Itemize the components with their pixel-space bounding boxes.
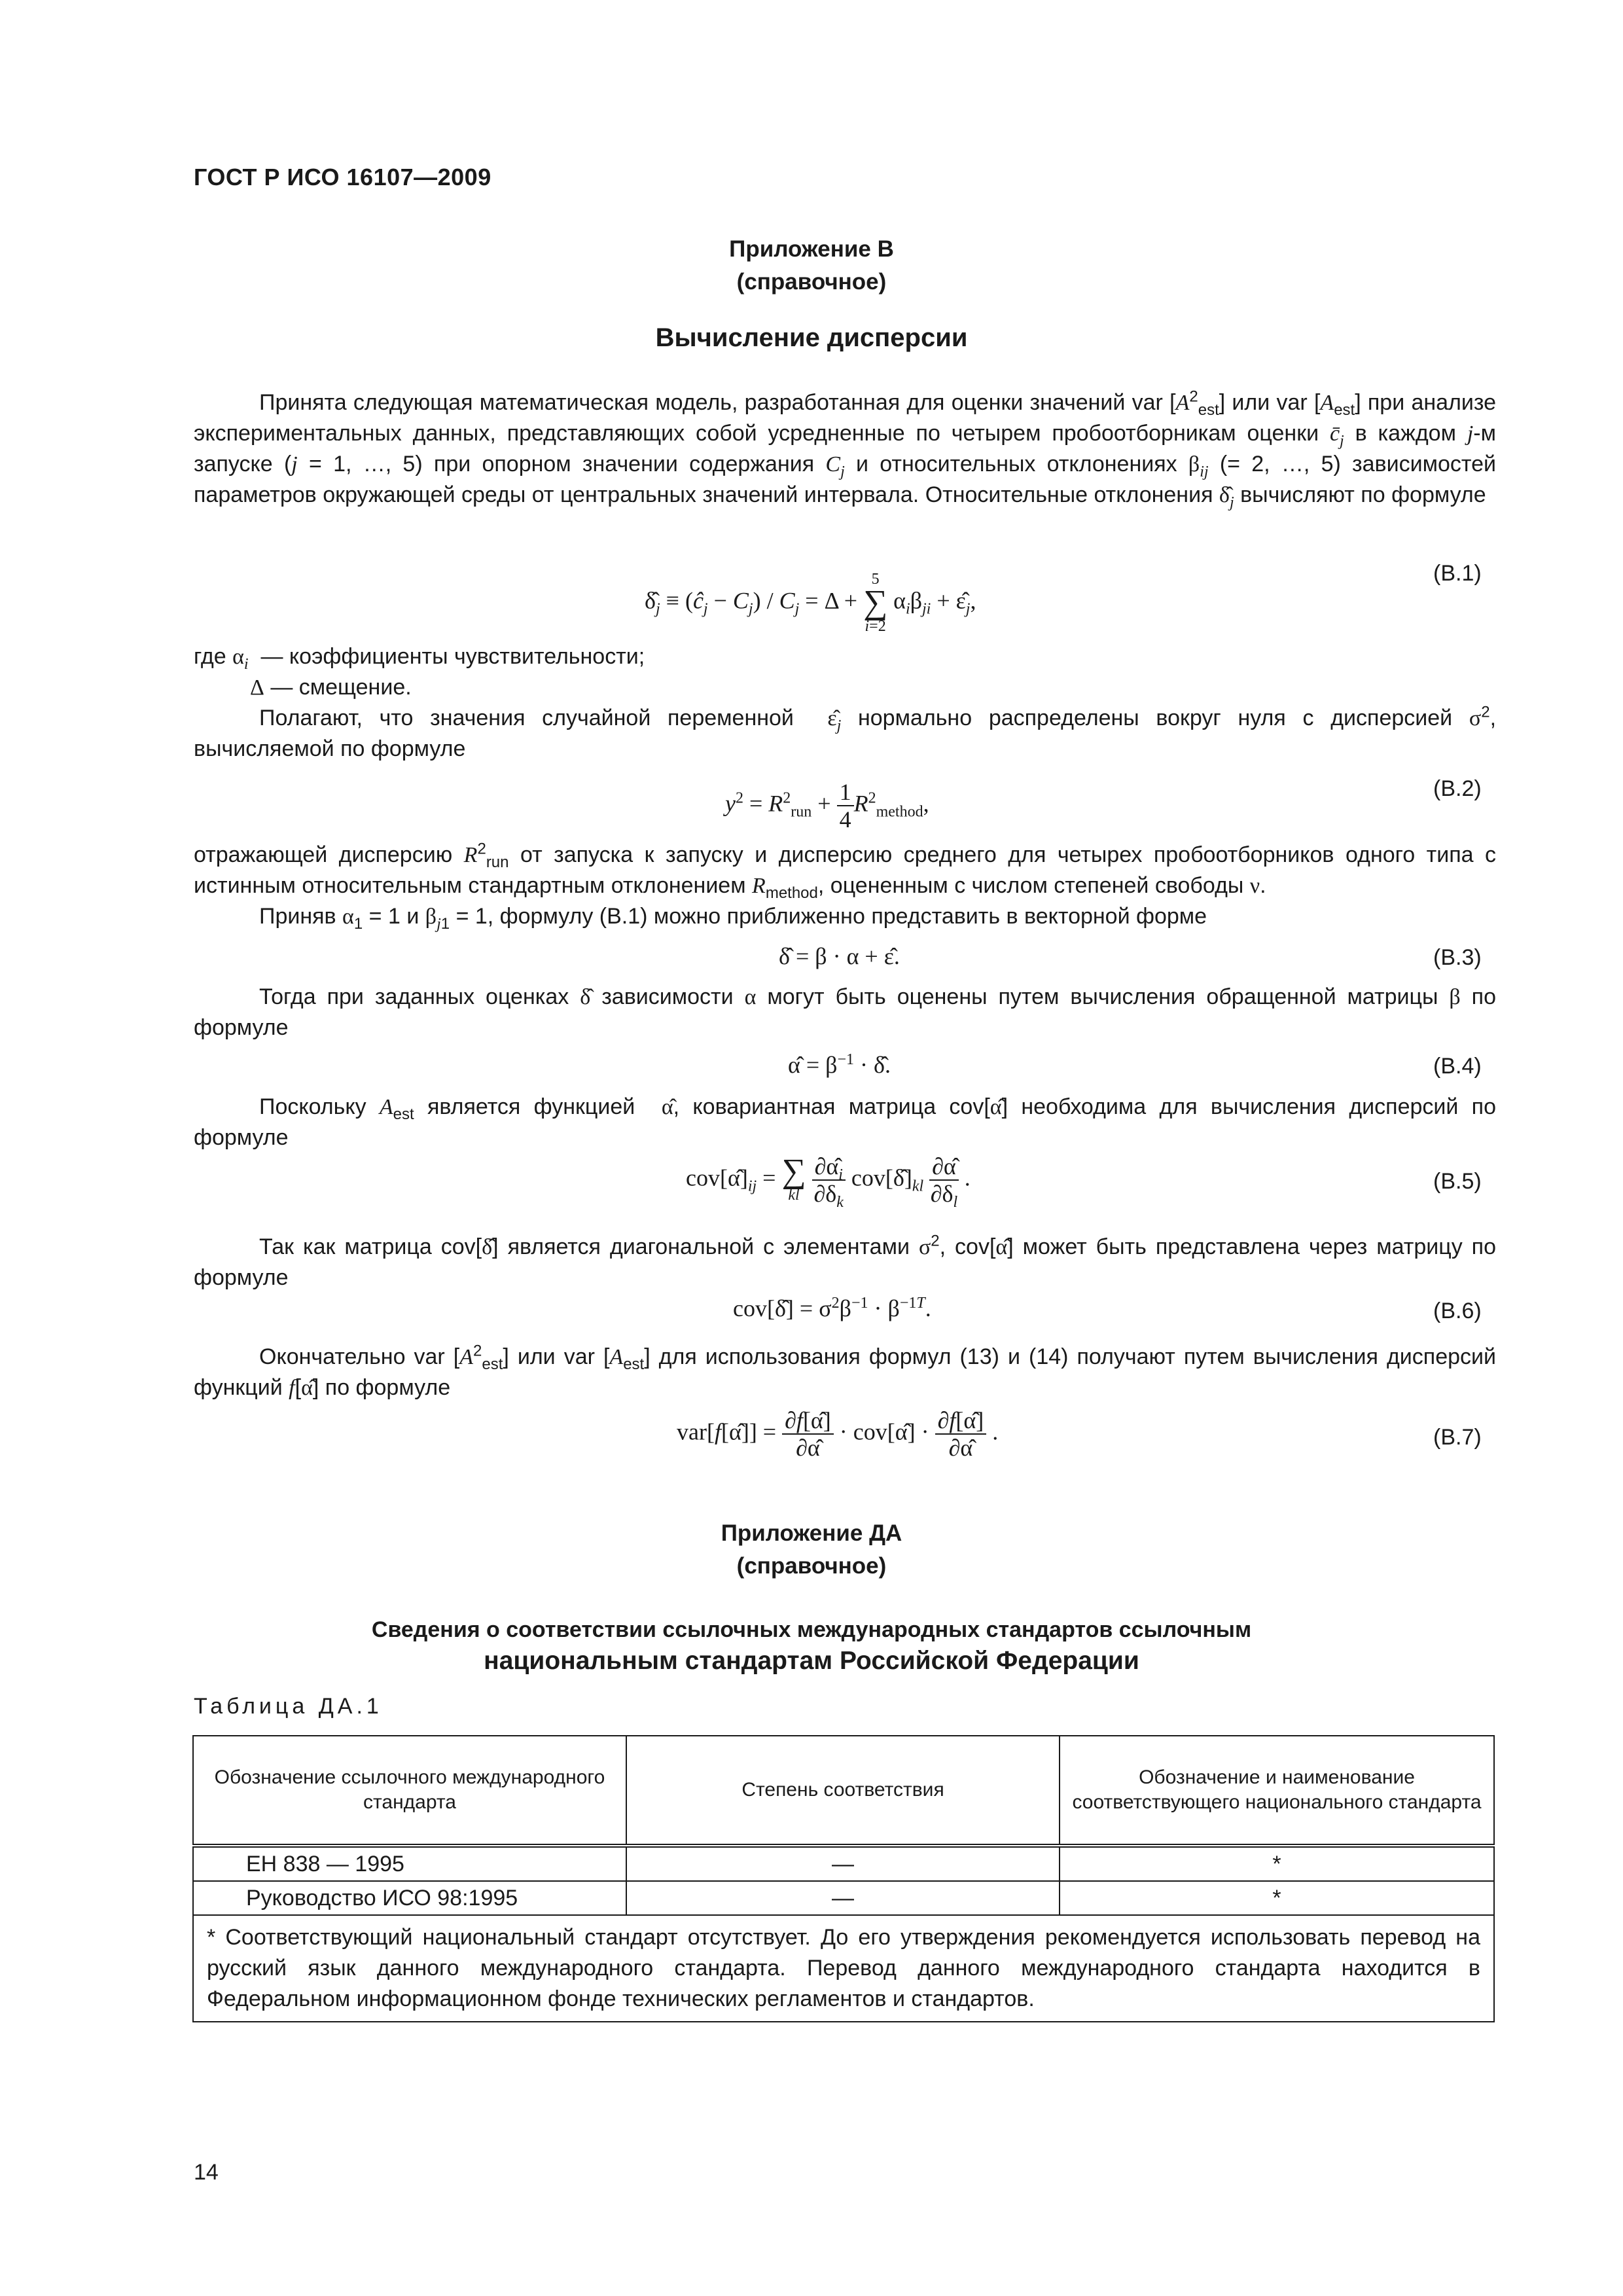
formula-b5: $cov[\alphâ]_{ij}$ = ∑ kl $\frac{\partial\alphâ_i}{\partial\delta_k}$ $cov[\deltâ]_{kl}$ $\frac{\partial\alphâ}{\partial\delta_l}$ .	[686, 1153, 971, 1211]
appendix-da-heading-line2: национальным стандартам Российской Федерации	[484, 1647, 1139, 1675]
paragraph-final: Окончательно var $[A^2_{est}]$ или var $[A_{est}]$ для использования формул (13) и (14) получают путем вычисления дисперсий функций f[α̂] по формуле	[194, 1342, 1496, 1400]
paragraph-run-variance: отражающей дисперсию $R^2_{run}$ от запуска к запуску и дисперсию среднего для четырех пробоотборников одного типа с истинным относительным стандартным отклонением $R_{method}$, оцененным с числом степеней свободы ν. Приняв $\alpha_1 = 1$ и $\beta_{j1} = 1$, формулу (В.1) можно приближенно представить в векторной форме	[194, 840, 1496, 933]
table-cell: Руководство ИСО 98:1995	[193, 1881, 626, 1915]
formula-b7: var[f[α̂]] = $\frac{\partial f[\alphâ]}{\partial\alphâ}$ · cov[α̂] · $\frac{\partial f[\alphâ]}{\partial\alphâ}$ .	[677, 1407, 999, 1461]
formula-b1: $\deltâ_j$ ≡ $(ĉ_j - C_j) / C_j = \Delta$ + 5 ∑ i=2 $\alpha_i\beta_{ji}$ + $\varepsilon̂_j$,	[645, 571, 976, 635]
table-cell: *	[1060, 1846, 1494, 1881]
appendix-b-subtitle: (справочное)	[736, 269, 887, 295]
column-header: Обозначение ссылочного международного стандарта	[193, 1736, 626, 1846]
paragraph-inverse: Тогда при заданных оценках δ̂ зависимости α могут быть оценены путем вычисления обращенной матрицы β по формуле	[194, 984, 1496, 1040]
equation-number: (В.3)	[1433, 945, 1482, 970]
paragraph-diagonal: Так как матрица cov[δ̂] является диагональной с элементами $\sigma^2$, cov[α̂] может быть представлена через матрицу по формуле	[194, 1232, 1497, 1290]
equation-number: (В.2)	[1433, 776, 1482, 801]
table-cell: *	[1060, 1881, 1494, 1915]
column-header: Обозначение и наименование соответствующего национального стандарта	[1060, 1736, 1494, 1846]
paragraph-model: Принята следующая математическая модель, разработанная для оценки значений var $[A^2_{est}]$ или var $[A_{est}]$ при анализе экспериментальных данных, представляющих собой усредненные по четырем пробоотборникам оценки $c̄_j$ в каждом j-м запуске (j = 1, …, 5) при опорном значении содержания $C_j$ и относительных отклонениях $\beta_{ij}$ (= 2, …, 5) зависимостей параметров окружающей среды от центральных значений интервала. Относительные отклонения $\deltâ_j$ вычисляют по формуле	[194, 387, 1496, 511]
table-row	[193, 1846, 1494, 1881]
equation-number: (В.4)	[1433, 1054, 1482, 1079]
appendix-b-heading: Вычисление дисперсии	[655, 323, 968, 352]
formula-b2: $y^2 = R^2_{run}$ + $\frac{1}{4}$ $R^2_{method}$,	[725, 779, 929, 833]
table-caption: Таблица ДА.1	[194, 1694, 383, 1719]
equation-number: (В.5)	[1433, 1169, 1482, 1194]
equation-number: (В.1)	[1433, 561, 1482, 586]
paragraph-covariance: Поскольку $A_{est}$ является функцией α̂, ковариантная матрица cov[α̂] необходима для вычисления дисперсий по формуле	[194, 1094, 1497, 1150]
formula-b6: cov[δ̂] = $\sigma^2\beta^{-1} \cdot \beta^{-1T}$.	[733, 1295, 931, 1321]
table-row	[193, 1881, 1494, 1915]
formula-b4: α̂ = $\beta^{-1}$ · δ̂.	[788, 1051, 891, 1078]
table-header-row	[193, 1736, 1494, 1846]
appendix-da-subtitle: (справочное)	[736, 1553, 887, 1579]
page-number: 14	[194, 2160, 219, 2185]
appendix-da-title: Приложение ДА	[721, 1520, 902, 1546]
table-cell: ЕН 838 — 1995	[193, 1846, 626, 1881]
table-cell: —	[626, 1881, 1060, 1915]
table-footnote: * Соответствующий национальный стандарт отсутствует. До его утверждения рекомендуется использовать перевод на русский язык данного международного стандарта. Перевод данного международного стандарта находится в Федеральном информационном фонде технических регламентов и стандартов.	[193, 1915, 1494, 2022]
document-header: ГОСТ Р ИСО 16107—2009	[194, 164, 491, 190]
column-header: Степень соответствия	[626, 1736, 1060, 1846]
appendix-da-heading-line1: Сведения о соответствии ссылочных международных стандартов ссылочным	[371, 1617, 1252, 1642]
appendix-b-title: Приложение В	[729, 236, 894, 262]
formula-b3: δ̂ = β · α + ε̂.	[779, 943, 900, 969]
table-footnote-row	[193, 1915, 1494, 2022]
paragraph-where: где $\alpha_i$ — коэффициенты чувствительности; Δ — смещение. Полагают, что значения случайной переменной $\varepsilon̂_j$ нормально распределены вокруг нуля с дисперсией $\sigma^2$, вычисляемой по формуле	[194, 644, 1497, 761]
equation-number: (В.6)	[1433, 1299, 1482, 1323]
equation-number: (В.7)	[1433, 1425, 1482, 1450]
standards-table	[192, 1735, 1495, 2022]
table-cell: —	[626, 1846, 1060, 1881]
